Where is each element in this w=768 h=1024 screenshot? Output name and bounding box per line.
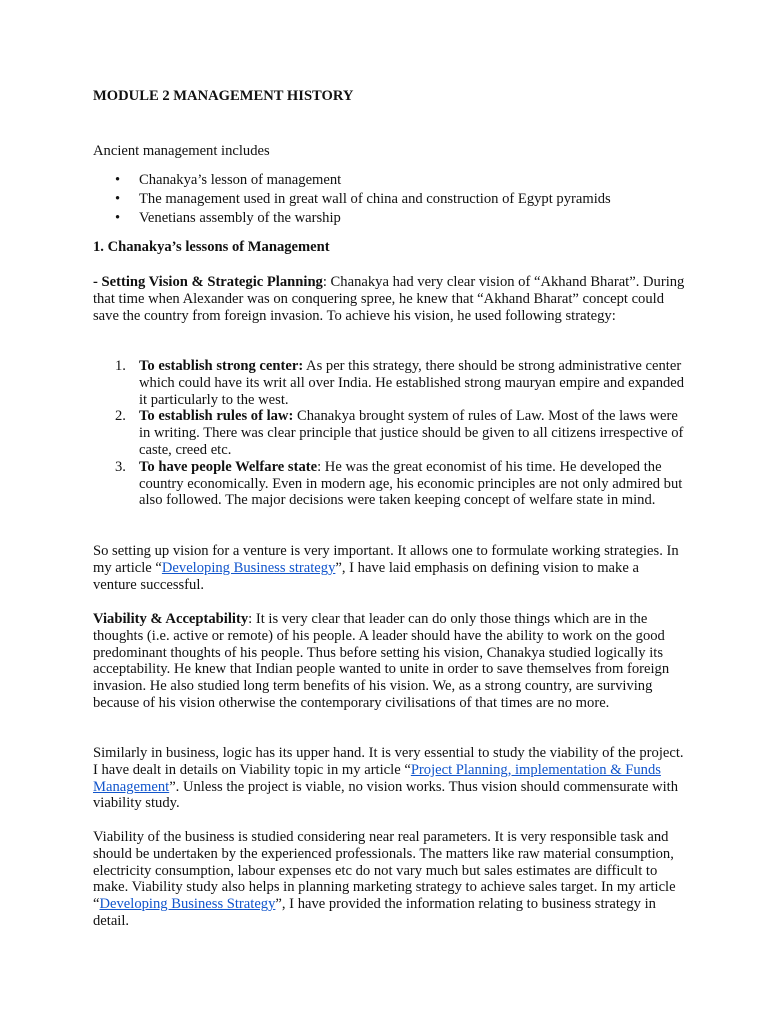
paragraph-text: Viability of the business is studied considering near real parameters. It is very responsible task and should be undertaken by the experienced professionals. The matters like raw material consumption, electricity consumption, labour expenses etc do not vary much but sales estimates are difficult to make. Viability study also helps in planning marketing strategy to achieve sales target. In my article “: [93, 829, 676, 913]
paragraph-text: So setting up vision for a venture is very important. It allows one to formulate working strategies. In my article “: [93, 543, 679, 576]
item-text: Chanakya brought system of rules of Law. Most of the laws were in writing. There was clear principle that justice should be given to all citizens irrespective of caste, creed etc.: [139, 408, 684, 458]
list-item: • Venetians assembly of the warship: [93, 210, 611, 227]
item-lead: To have people Welfare state: [139, 458, 318, 475]
venture-vision-paragraph: [93, 543, 685, 593]
item-lead: To establish strong center:: [139, 358, 304, 374]
list-item: • The management used in great wall of china and construction of Egypt pyramids: [93, 191, 611, 208]
developing-business-strategy-link[interactable]: Developing Business strategy: [161, 559, 336, 576]
viability-text: : It is very clear that leader can do only those things which are in the thoughts (i.e. active or remote) of his people. A leader should have the ability to work on the good predominant thoughts of his people. Thus before setting his vision, Chanakya studied logically its acceptability. He knew that Indian people wanted to unite in order to save themselves from foreign invasion. He also studied long term benefits of his vision. We, as a strong country, are surviving because of his vision otherwise the contemporary civilisations of that times are no more.: [93, 611, 670, 711]
item-number: 1.: [115, 358, 126, 374]
strategy-item: [93, 459, 685, 509]
viability-paragraph: [93, 611, 685, 712]
paragraph-text: Similarly in business, logic has its upper hand. It is very essential to study the viability of the project. I have dealt in details on Viability topic in my article “: [93, 745, 684, 778]
item-text: : He was the great economist of his time. He developed the country economically. Even in modern age, his economic principles are not only admired but also followed. The major decisions were taken keeping concept of welfare state in mind.: [139, 458, 683, 509]
vision-paragraph: [93, 274, 685, 324]
ancient-management-list: [93, 172, 611, 228]
strategy-item: [93, 358, 685, 408]
paragraph-text: ”, I have provided the information relating to business strategy in detail.: [93, 896, 656, 929]
vision-text: : Chanakya had very clear vision of “Akhand Bharat”. During that time when Alexander was on conquering spree, he knew that “Akhand Bharat” concept could save the country from foreign invasion. To achieve his vision, he used following strategy:: [93, 274, 685, 324]
list-item: • Chanakya’s lesson of management: [93, 172, 611, 189]
strategy-item: [93, 408, 685, 458]
item-lead: To establish rules of law:: [139, 408, 294, 425]
intro-text: Ancient management includes: [93, 143, 270, 159]
vision-lead: - Setting Vision & Strategic Planning: [93, 274, 323, 290]
project-planning-link[interactable]: Project Planning, implementation & Funds Management: [93, 761, 661, 795]
document-title: MODULE 2 MANAGEMENT HISTORY: [93, 88, 354, 104]
item-number: 2.: [115, 408, 126, 425]
item-text: As per this strategy, there should be strong administrative center which could have its writ all over India. He established strong mauryan empire and expanded it particularly to the west.: [139, 358, 685, 408]
viability-lead: Viability & Acceptability: [93, 611, 249, 627]
paragraph-text: ”, I have laid emphasis on defining vision to make a venture successful.: [93, 559, 639, 593]
developing-business-strategy-link-2[interactable]: Developing Business Strategy: [99, 896, 276, 913]
strategy-list: [93, 358, 685, 509]
section-heading: 1. Chanakya’s lessons of Management: [93, 239, 330, 255]
item-number: 3.: [115, 458, 126, 475]
business-logic-paragraph: [93, 745, 685, 812]
paragraph-text: ”. Unless the project is viable, no vision works. Thus vision should commensurate with viability study.: [93, 778, 679, 812]
viability-study-paragraph: [93, 829, 685, 930]
